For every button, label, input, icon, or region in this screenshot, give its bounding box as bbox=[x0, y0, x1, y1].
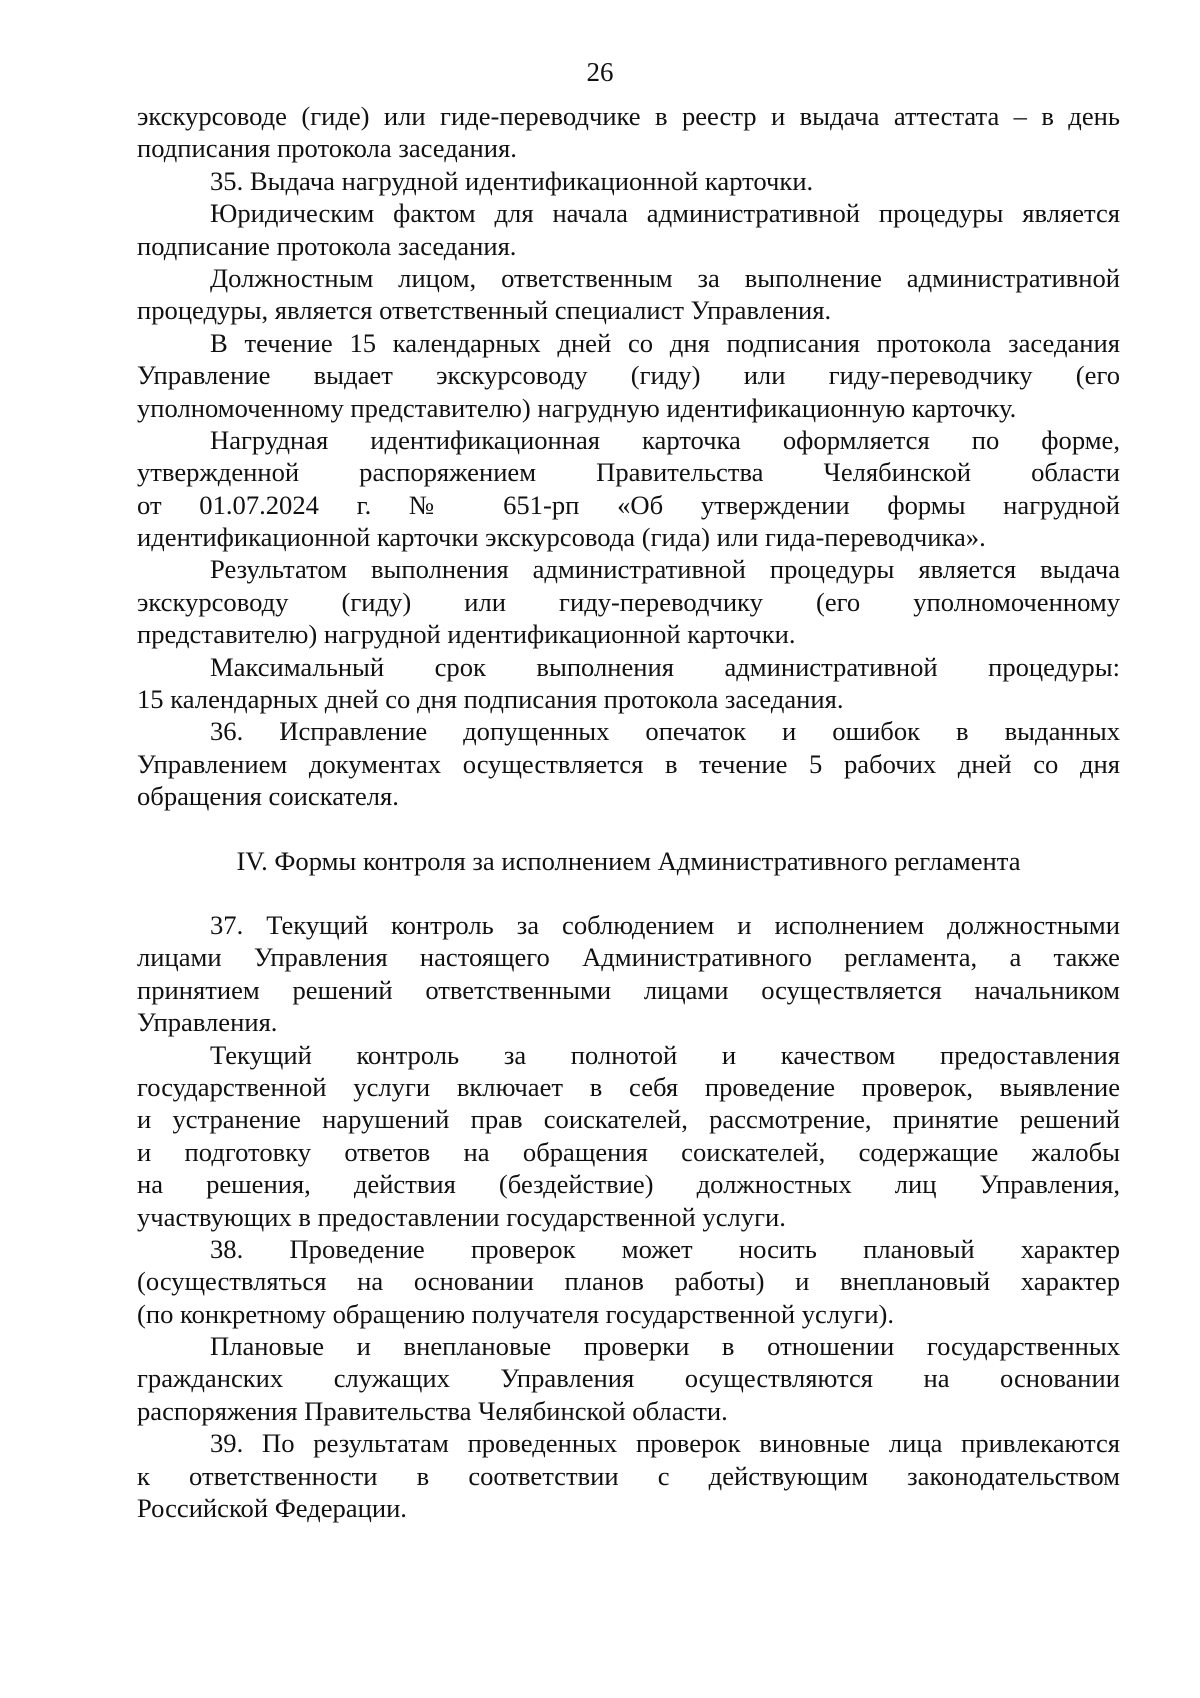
text-line: Текущий контроль за полнотой и качеством предоставления bbox=[210, 1039, 1120, 1070]
paragraph-35-title bbox=[137, 165, 1120, 197]
text-line: государственной услуги включает в себя проведение проверок, выявление bbox=[137, 1071, 1120, 1102]
text-line: лицами Управления настоящего Административного регламента, а также bbox=[137, 942, 1120, 973]
paragraph-37 bbox=[137, 909, 1120, 1039]
text-line: Российской Федерации. bbox=[137, 1493, 407, 1524]
paragraph-36 bbox=[137, 715, 1120, 812]
text-line: процедуры, является ответственный специалист Управления. bbox=[137, 295, 832, 326]
paragraph-continuation bbox=[137, 100, 1120, 165]
text-line: подписание протокола заседания. bbox=[137, 230, 517, 261]
text-line: Юридическим фактом для начала административной процедуры является bbox=[210, 198, 1120, 229]
paragraph-38-basis bbox=[137, 1330, 1120, 1427]
text-line: Плановые и внеплановые проверки в отношении государственных bbox=[210, 1331, 1120, 1362]
text-line: 15 календарных дней со дня подписания протокола заседания. bbox=[137, 684, 844, 715]
paragraph-35-maxterm bbox=[137, 651, 1120, 716]
text-line: распоряжения Правительства Челябинской области. bbox=[137, 1395, 728, 1426]
text-line: Максимальный срок выполнения административной процедуры: bbox=[210, 651, 1120, 682]
paragraph-38 bbox=[137, 1233, 1120, 1330]
paragraph-39 bbox=[137, 1427, 1120, 1524]
text-line: к ответственности в соответствии с действующим законодательством bbox=[137, 1460, 1120, 1491]
text-line: представителю) нагрудной идентификационной карточки. bbox=[137, 619, 796, 650]
paragraph-35-official bbox=[137, 262, 1120, 327]
text-line: Управления. bbox=[137, 1007, 278, 1038]
text-line: и подготовку ответов на обращения соискателей, содержащие жалобы bbox=[137, 1136, 1120, 1167]
text-line: Результатом выполнения административной процедуры является выдача bbox=[210, 554, 1120, 585]
paragraph-35-result bbox=[137, 553, 1120, 650]
text-line: экскурсоводу (гиду) или гиду-переводчику (его уполномоченному bbox=[137, 586, 1120, 617]
text-line: 36. Исправление допущенных опечаток и ошибок в выданных bbox=[210, 716, 1120, 747]
text-line: Должностным лицом, ответственным за выполнение административной bbox=[210, 262, 1120, 293]
text-line: подписания протокола заседания. bbox=[137, 133, 517, 164]
text-line: и устранение нарушений прав соискателей, рассмотрение, принятие решений bbox=[137, 1104, 1120, 1135]
section-heading: IV. Формы контроля за исполнением Административного регламента bbox=[236, 845, 1021, 876]
document-body bbox=[137, 100, 1120, 1524]
text-line: 37. Текущий контроль за соблюдением и исполнением должностными bbox=[210, 910, 1120, 940]
paragraph-35-form bbox=[137, 424, 1120, 554]
text-line: гражданских служащих Управления осуществляются на основании bbox=[137, 1363, 1120, 1394]
text-line: 39. По результатам проведенных проверок виновные лица привлекаются bbox=[210, 1428, 1120, 1459]
paragraph-35-term bbox=[137, 327, 1120, 424]
text-line: участвующих в предоставлении государственной услуги. bbox=[137, 1201, 786, 1232]
text-line: (осуществляться на основании планов работы) и внеплановый характер bbox=[137, 1266, 1120, 1297]
text-line: идентификационной карточки экскурсовода (гида) или гида-переводчика». bbox=[137, 522, 986, 553]
text-line: утвержденной распоряжением Правительства Челябинской области bbox=[137, 457, 1120, 488]
text-line: принятием решений ответственными лицами осуществляется начальником bbox=[137, 974, 1120, 1005]
paragraph-35-fact bbox=[137, 197, 1120, 262]
text-line: В течение 15 календарных дней со дня подписания протокола заседания bbox=[210, 327, 1120, 358]
text-line: экскурсоводе (гиде) или гиде-переводчике в реестр и выдача аттестата – в день bbox=[137, 101, 1120, 131]
text-line: от 01.07.2024 г. № 651-рп «Об утверждении формы нагрудной bbox=[137, 489, 1120, 520]
text-line: Нагрудная идентификационная карточка оформляется по форме, bbox=[210, 424, 1120, 455]
text-line: Управлением документах осуществляется в течение 5 рабочих дней со дня bbox=[137, 748, 1120, 779]
text-line: уполномоченному представителю) нагрудную идентификационную карточку. bbox=[137, 392, 1017, 423]
text-line: (по конкретному обращению получателя государственной услуги). bbox=[137, 1298, 895, 1329]
text-line: на решения, действия (бездействие) должностных лиц Управления, bbox=[137, 1169, 1120, 1200]
text-line: обращения соискателя. bbox=[137, 781, 399, 812]
paragraph-37-control bbox=[137, 1039, 1120, 1233]
text-line: 38. Проведение проверок может носить плановый характер bbox=[210, 1233, 1120, 1264]
text-line: 35. Выдача нагрудной идентификационной карточки. bbox=[210, 165, 814, 196]
page-number: 26 bbox=[586, 57, 614, 87]
text-line: Управление выдает экскурсоводу (гиду) или гиду-переводчику (его bbox=[137, 360, 1120, 391]
